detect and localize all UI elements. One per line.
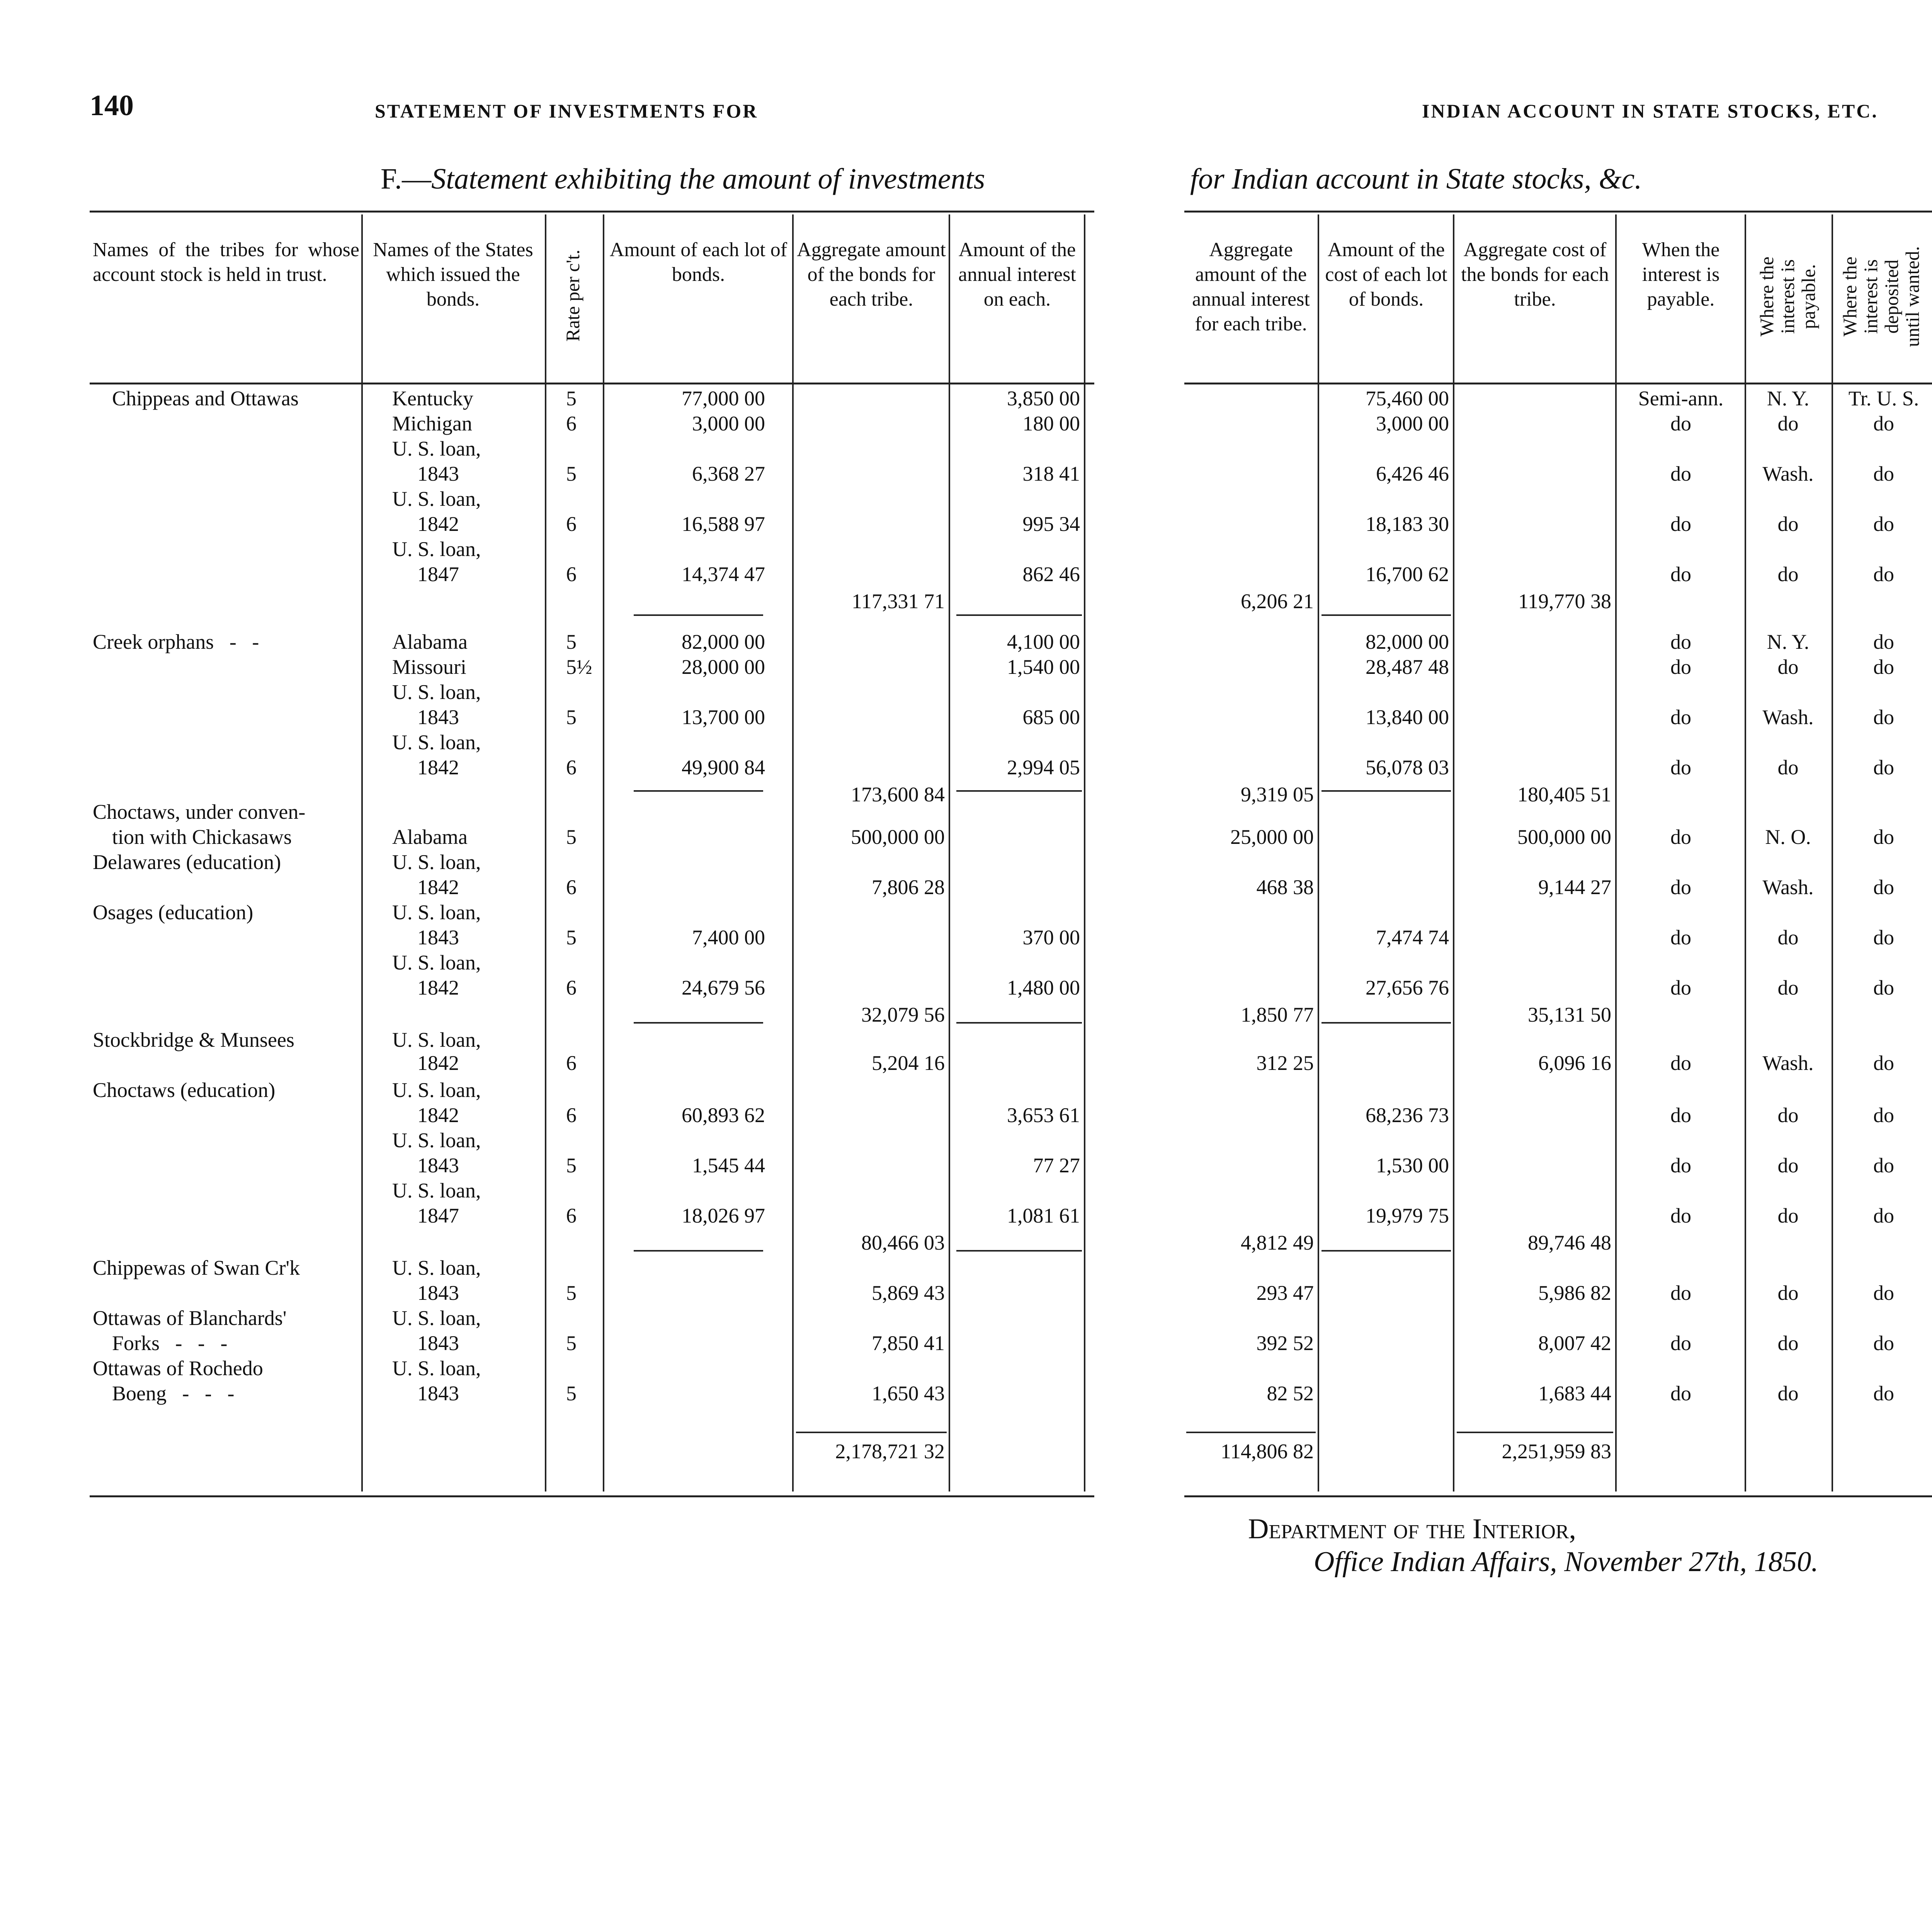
aggregate-amount: 7,806 28 [872, 876, 945, 899]
cost-of-lot: 3,000 00 [1376, 412, 1449, 435]
state-name: 1842 [417, 1051, 459, 1075]
where-deposited: do [1873, 630, 1894, 653]
aggregate-amount: 5,869 43 [872, 1281, 945, 1304]
rate-value: 6 [566, 412, 577, 435]
state-name: U. S. loan, [392, 951, 481, 974]
right-col-divider [1832, 214, 1833, 1492]
state-name: 1842 [417, 976, 459, 999]
cost-of-lot: 16,700 62 [1366, 563, 1449, 586]
tribe-name: tion with Chickasaws [112, 825, 292, 849]
where-deposited: do [1873, 412, 1894, 435]
state-name: U. S. loan, [392, 1078, 481, 1102]
right-col-divider [1453, 214, 1454, 1492]
aggregate-amount: 7,850 41 [872, 1332, 945, 1355]
cost-of-lot: 27,656 76 [1366, 976, 1449, 999]
state-name: 1847 [417, 1204, 459, 1227]
left-top-rule [90, 211, 1094, 213]
state-name: U. S. loan, [392, 731, 481, 754]
when-payable: do [1670, 876, 1691, 899]
state-name: 1842 [417, 512, 459, 536]
left-col-divider [361, 214, 363, 1492]
interest-amount: 370 00 [1022, 926, 1080, 949]
header-where-deposited: Where the interest is deposited until wanted. [1839, 246, 1923, 347]
where-payable: do [1777, 976, 1799, 999]
lot-amount: 49,900 84 [682, 756, 765, 779]
rate-value: 5 [566, 1382, 577, 1405]
where-deposited: do [1873, 1332, 1894, 1355]
agg-interest: 25,000 00 [1230, 825, 1314, 849]
state-name: 1843 [417, 1332, 459, 1355]
rate-value: 5 [566, 1332, 577, 1355]
tribe-name: Ottawas of Blanchards' [93, 1306, 287, 1330]
lot-amount: 18,026 97 [682, 1204, 765, 1227]
where-payable: do [1777, 655, 1799, 679]
interest-amount: 1,540 00 [1007, 655, 1080, 679]
tribe-name: Choctaws, under conven- [93, 800, 306, 823]
state-name: 1843 [417, 1154, 459, 1177]
interest-amount: 3,850 00 [1007, 387, 1080, 410]
interest-amount: 318 41 [1022, 462, 1080, 485]
when-payable: do [1670, 462, 1691, 485]
state-name: U. S. loan, [392, 1179, 481, 1202]
tribe-name: Chippeas and Ottawas [112, 387, 299, 410]
header-interest: Amount of the annual interest on each. [958, 239, 1076, 310]
when-payable: do [1670, 1332, 1691, 1355]
state-name: Missouri [392, 655, 467, 679]
header-aggregate: Aggregate amount of the bonds for each tribe. [797, 239, 946, 310]
state-name: U. S. loan, [392, 1306, 481, 1330]
aggregate-amount: 1,650 43 [872, 1382, 945, 1405]
where-deposited: do [1873, 926, 1894, 949]
right-col-divider [1318, 214, 1319, 1492]
where-payable: Wash. [1762, 1051, 1814, 1075]
cost-of-lot: 28,487 48 [1366, 655, 1449, 679]
agg-cost: 5,986 82 [1538, 1281, 1611, 1304]
agg-cost: 89,746 48 [1528, 1231, 1611, 1254]
agg-interest: 468 38 [1256, 876, 1314, 899]
state-name: U. S. loan, [392, 537, 481, 561]
agg-interest: 1,850 77 [1241, 1003, 1314, 1026]
rate-value: 6 [566, 1104, 577, 1127]
state-name: 1842 [417, 1104, 459, 1127]
where-deposited: do [1873, 1154, 1894, 1177]
rate-value: 5 [566, 706, 577, 729]
agg-interest: 4,812 49 [1241, 1231, 1314, 1254]
rate-value: 6 [566, 512, 577, 536]
signature-office: Office Indian Affairs, November 27th, 1850. [1314, 1546, 1818, 1578]
aggregate-amount: 173,600 84 [851, 783, 945, 806]
subtotal-rule [634, 790, 763, 792]
aggregate-amount: 32,079 56 [861, 1003, 945, 1026]
when-payable: do [1670, 563, 1691, 586]
left-col-divider [1084, 214, 1085, 1492]
left-col-divider [792, 214, 794, 1492]
agg-cost: 500,000 00 [1517, 825, 1611, 849]
tribe-name: Stockbridge & Munsees [93, 1028, 294, 1051]
header-rate: Rate per c't. [562, 249, 583, 342]
where-payable: Wash. [1762, 462, 1814, 485]
rate-value: 5 [566, 926, 577, 949]
state-name: U. S. loan, [392, 901, 481, 924]
rate-value: 6 [566, 1051, 577, 1075]
state-name: U. S. loan, [392, 487, 481, 510]
header-agg-interest: Aggregate amount of the annual interest for each tribe. [1192, 239, 1310, 335]
when-payable: do [1670, 976, 1691, 999]
header-tribe: Names of the tribes for whose account stock is held in trust. [93, 239, 359, 286]
subtotal-rule [956, 790, 1082, 792]
tribe-name: Creek orphans - - [93, 630, 259, 653]
cost-of-lot: 18,183 30 [1366, 512, 1449, 536]
interest-amount: 180 00 [1022, 412, 1080, 435]
lot-amount: 7,400 00 [692, 926, 765, 949]
agg-cost: 9,144 27 [1538, 876, 1611, 899]
left-grand-total: 2,178,721 32 [835, 1440, 945, 1463]
rate-value: 5½ [566, 655, 592, 679]
when-payable: do [1670, 512, 1691, 536]
right-total-agg-interest: 114,806 82 [1221, 1440, 1314, 1463]
interest-amount: 1,480 00 [1007, 976, 1080, 999]
state-name: U. S. loan, [392, 1129, 481, 1152]
where-deposited: do [1873, 1382, 1894, 1405]
rate-value: 6 [566, 876, 577, 899]
where-payable: do [1777, 412, 1799, 435]
agg-cost: 119,770 38 [1518, 590, 1611, 613]
right-table-title [1190, 162, 1642, 196]
aggregate-amount: 80,466 03 [861, 1231, 945, 1254]
state-name: Alabama [392, 630, 468, 653]
state-name: 1843 [417, 926, 459, 949]
where-deposited: do [1873, 1281, 1894, 1304]
left-col-divider [603, 214, 604, 1492]
where-deposited: do [1873, 825, 1894, 849]
agg-cost: 35,131 50 [1528, 1003, 1611, 1026]
subtotal-rule [1321, 790, 1451, 792]
aggregate-amount: 500,000 00 [851, 825, 945, 849]
signature-department: Department of the Interior, [1248, 1513, 1577, 1545]
where-payable: do [1777, 1154, 1799, 1177]
when-payable: do [1670, 630, 1691, 653]
where-deposited: do [1873, 876, 1894, 899]
lot-amount: 82,000 00 [682, 630, 765, 653]
state-name: 1843 [417, 462, 459, 485]
where-payable: do [1777, 1281, 1799, 1304]
when-payable: do [1670, 1281, 1691, 1304]
where-deposited: do [1873, 512, 1894, 536]
where-deposited: do [1873, 462, 1894, 485]
lot-amount: 28,000 00 [682, 655, 765, 679]
state-name: 1843 [417, 1382, 459, 1405]
when-payable: do [1670, 1204, 1691, 1227]
where-deposited: do [1873, 756, 1894, 779]
agg-interest: 392 52 [1256, 1332, 1314, 1355]
where-deposited: do [1873, 706, 1894, 729]
where-payable: do [1777, 1104, 1799, 1127]
where-payable: do [1777, 1204, 1799, 1227]
agg-interest: 293 47 [1256, 1281, 1314, 1304]
when-payable: Semi-ann. [1638, 387, 1724, 410]
interest-amount: 685 00 [1022, 706, 1080, 729]
header-state: Names of the States which issued the bonds. [373, 239, 533, 310]
tribe-name: Ottawas of Rochedo [93, 1357, 263, 1380]
cost-of-lot: 13,840 00 [1366, 706, 1449, 729]
when-payable: do [1670, 706, 1691, 729]
where-payable: N. O. [1765, 825, 1811, 849]
right-running-head: INDIAN ACCOUNT IN STATE STOCKS, ETC. [1422, 100, 1878, 122]
state-name: U. S. loan, [392, 850, 481, 874]
where-deposited: do [1873, 976, 1894, 999]
agg-interest: 9,319 05 [1241, 783, 1314, 806]
tribe-name: Osages (education) [93, 901, 253, 924]
when-payable: do [1670, 926, 1691, 949]
rate-value: 6 [566, 756, 577, 779]
when-payable: do [1670, 412, 1691, 435]
lot-amount: 1,545 44 [692, 1154, 765, 1177]
cost-of-lot: 6,426 46 [1376, 462, 1449, 485]
state-name: Michigan [392, 412, 472, 435]
when-payable: do [1670, 1154, 1691, 1177]
subtotal-rule [634, 1250, 763, 1252]
state-name: U. S. loan, [392, 1028, 481, 1051]
where-payable: Wash. [1762, 876, 1814, 899]
lot-amount: 24,679 56 [682, 976, 765, 999]
left-col-divider [545, 214, 546, 1492]
cost-of-lot: 7,474 74 [1376, 926, 1449, 949]
left-col-divider [949, 214, 950, 1492]
agg-cost: 1,683 44 [1538, 1382, 1611, 1405]
state-name: U. S. loan, [392, 1256, 481, 1279]
state-name: Alabama [392, 825, 468, 849]
when-payable: do [1670, 756, 1691, 779]
tribe-name: Forks - - - [112, 1332, 228, 1355]
where-payable: do [1777, 512, 1799, 536]
header-cost-lot: Amount of the cost of each lot of bonds. [1325, 239, 1447, 310]
header-where-payable: Where the interest is payable. [1756, 257, 1819, 337]
state-name: 1843 [417, 1281, 459, 1304]
subtotal-rule [956, 614, 1082, 616]
rate-value: 5 [566, 1154, 577, 1177]
state-name: 1843 [417, 706, 459, 729]
tribe-name: Boeng - - - [112, 1382, 235, 1405]
interest-amount: 862 46 [1022, 563, 1080, 586]
total-rule [1186, 1432, 1316, 1433]
where-payable: do [1777, 926, 1799, 949]
cost-of-lot: 56,078 03 [1366, 756, 1449, 779]
rate-value: 5 [566, 630, 577, 653]
total-rule [796, 1432, 947, 1433]
where-payable: Wash. [1762, 706, 1814, 729]
interest-amount: 77 27 [1033, 1154, 1080, 1177]
right-header-rule [1184, 383, 1932, 384]
state-name: U. S. loan, [392, 1357, 481, 1380]
when-payable: do [1670, 1382, 1691, 1405]
cost-of-lot: 75,460 00 [1366, 387, 1449, 410]
rate-value: 6 [566, 976, 577, 999]
when-payable: do [1670, 1104, 1691, 1127]
when-payable: do [1670, 825, 1691, 849]
cost-of-lot: 68,236 73 [1366, 1104, 1449, 1127]
right-col-divider [1745, 214, 1746, 1492]
state-name: Kentucky [392, 387, 473, 410]
where-payable: do [1777, 563, 1799, 586]
subtotal-rule [1321, 1022, 1451, 1024]
rate-value: 5 [566, 387, 577, 410]
tribe-name: Delawares (education) [93, 850, 281, 874]
left-page-number: 140 [90, 89, 134, 122]
lot-amount: 77,000 00 [682, 387, 765, 410]
title-italic-left: Statement exhibiting the amount of investments [431, 163, 985, 195]
interest-amount: 995 34 [1022, 512, 1080, 536]
state-name: 1847 [417, 563, 459, 586]
cost-of-lot: 19,979 75 [1366, 1204, 1449, 1227]
header-agg-cost: Aggregate cost of the bonds for each tribe. [1461, 239, 1609, 310]
lot-amount: 6,368 27 [692, 462, 765, 485]
where-payable: do [1777, 1382, 1799, 1405]
interest-amount: 2,994 05 [1007, 756, 1080, 779]
where-payable: N. Y. [1767, 630, 1810, 653]
header-when: When the interest is payable. [1642, 239, 1720, 310]
agg-interest: 312 25 [1256, 1051, 1314, 1075]
state-name: U. S. loan, [392, 680, 481, 704]
where-deposited: Tr. U. S. [1848, 387, 1919, 410]
where-deposited: do [1873, 563, 1894, 586]
where-deposited: do [1873, 1104, 1894, 1127]
where-deposited: do [1873, 655, 1894, 679]
rate-value: 5 [566, 825, 577, 849]
subtotal-rule [1321, 1250, 1451, 1252]
where-payable: do [1777, 1332, 1799, 1355]
cost-of-lot: 1,530 00 [1376, 1154, 1449, 1177]
subtotal-rule [956, 1022, 1082, 1024]
lot-amount: 60,893 62 [682, 1104, 765, 1127]
tribe-name: Chippewas of Swan Cr'k [93, 1256, 300, 1279]
subtotal-rule [634, 1022, 763, 1024]
where-deposited: do [1873, 1051, 1894, 1075]
agg-interest: 82 52 [1267, 1382, 1314, 1405]
subtotal-rule [956, 1250, 1082, 1252]
where-payable: N. Y. [1767, 387, 1810, 410]
when-payable: do [1670, 1051, 1691, 1075]
lot-amount: 13,700 00 [682, 706, 765, 729]
right-col-divider [1615, 214, 1617, 1492]
title-prefix: F.— [381, 163, 432, 195]
state-name: U. S. loan, [392, 437, 481, 460]
right-top-rule [1184, 211, 1932, 213]
left-running-head: STATEMENT OF INVESTMENTS FOR [375, 100, 759, 122]
lot-amount: 14,374 47 [682, 563, 765, 586]
where-payable: do [1777, 756, 1799, 779]
rate-value: 5 [566, 462, 577, 485]
aggregate-amount: 5,204 16 [872, 1051, 945, 1075]
lot-amount: 16,588 97 [682, 512, 765, 536]
tribe-name: Choctaws (education) [93, 1078, 276, 1102]
rate-value: 6 [566, 1204, 577, 1227]
agg-cost: 8,007 42 [1538, 1332, 1611, 1355]
interest-amount: 4,100 00 [1007, 630, 1080, 653]
aggregate-amount: 117,331 71 [852, 590, 945, 613]
lot-amount: 3,000 00 [692, 412, 765, 435]
agg-interest: 6,206 21 [1241, 590, 1314, 613]
where-deposited: do [1873, 1204, 1894, 1227]
left-table-title [381, 162, 985, 196]
agg-cost: 6,096 16 [1538, 1051, 1611, 1075]
interest-amount: 1,081 61 [1007, 1204, 1080, 1227]
rate-value: 5 [566, 1281, 577, 1304]
agg-cost: 180,405 51 [1517, 783, 1611, 806]
subtotal-rule [634, 614, 763, 616]
state-name: 1842 [417, 876, 459, 899]
rate-value: 6 [566, 563, 577, 586]
state-name: 1842 [417, 756, 459, 779]
header-lot: Amount of each lot of bonds. [609, 239, 787, 286]
right-bottom-rule [1184, 1495, 1932, 1497]
interest-amount: 3,653 61 [1007, 1104, 1080, 1127]
when-payable: do [1670, 655, 1691, 679]
subtotal-rule [1321, 614, 1451, 616]
cost-of-lot: 82,000 00 [1366, 630, 1449, 653]
title-italic-right: for Indian account in State stocks, &c. [1190, 163, 1642, 195]
left-header-rule [90, 383, 1094, 384]
left-bottom-rule [90, 1495, 1094, 1497]
total-rule [1457, 1432, 1613, 1433]
right-total-agg-cost: 2,251,959 83 [1502, 1440, 1611, 1463]
